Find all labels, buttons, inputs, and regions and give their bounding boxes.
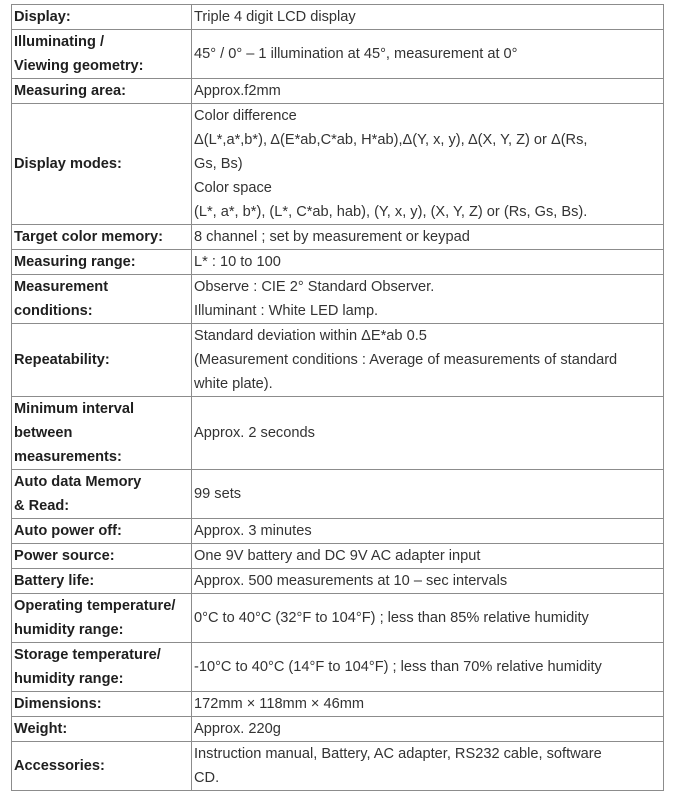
spec-value-line: Approx. 500 measurements at 10 – sec intervals [194,573,508,589]
spec-value-line: 0°C to 40°C (32°F to 104°F) ; less than 85% relative humidity [194,610,589,626]
spec-value-line: Approx. 220g [194,721,281,737]
spec-label-line: Dimensions: [14,696,102,712]
specifications-table-body [12,5,664,791]
spec-row [12,5,664,30]
spec-value [192,104,664,225]
spec-value-line: Triple 4 digit LCD display [194,9,356,25]
spec-row [12,643,664,692]
spec-label-line: Storage temperature/ [14,647,161,663]
spec-value-line: CD. [194,770,220,786]
spec-value-line: Illuminant : White LED lamp. [194,303,379,319]
spec-value [192,225,664,250]
spec-row [12,692,664,717]
spec-label-line: Auto data Memory [14,474,142,490]
spec-label [12,569,192,594]
spec-label [12,250,192,275]
spec-label-line: Weight: [14,721,68,737]
spec-value-line: 8 channel ; set by measurement or keypad [194,229,470,245]
spec-label [12,397,192,470]
spec-value-line: white plate). [194,376,273,392]
spec-label-line: Repeatability: [14,352,110,368]
spec-value [192,742,664,791]
spec-value-line: -10°C to 40°C (14°F to 104°F) ; less than 70% relative humidity [194,659,602,675]
spec-label-line: between [14,425,73,441]
spec-row [12,717,664,742]
spec-value-line: Approx. 3 minutes [194,523,312,539]
spec-row [12,594,664,643]
spec-label-line: humidity range: [14,671,124,687]
spec-value [192,397,664,470]
spec-value [192,275,664,324]
spec-row [12,79,664,104]
spec-value [192,519,664,544]
spec-label-line: humidity range: [14,622,124,638]
spec-sheet [11,4,664,791]
spec-row [12,470,664,519]
spec-label [12,742,192,791]
spec-value [192,5,664,30]
spec-row [12,324,664,397]
spec-value-line: Observe : CIE 2° Standard Observer. [194,279,435,295]
spec-row [12,544,664,569]
spec-value-line: Gs, Bs) [194,156,243,172]
spec-value-line: Approx.f2mm [194,83,281,99]
spec-label [12,643,192,692]
spec-value-line: 45° / 0° – 1 illumination at 45°, measurement at 0° [194,46,518,62]
spec-label [12,692,192,717]
spec-label-line: & Read: [14,498,70,514]
spec-label-line: Illuminating / [14,34,104,50]
spec-row [12,250,664,275]
spec-label [12,324,192,397]
spec-value-line: Standard deviation within ΔE*ab 0.5 [194,328,427,344]
spec-value-line: Color space [194,180,272,196]
spec-value [192,470,664,519]
spec-row [12,30,664,79]
spec-label-line: measurements: [14,449,122,465]
spec-label [12,104,192,225]
spec-label-line: Target color memory: [14,229,163,245]
spec-value-line: Color difference [194,108,297,124]
spec-label-line: Auto power off: [14,523,122,539]
spec-label-line: Measuring range: [14,254,136,270]
spec-label [12,594,192,643]
spec-label-line: Minimum interval [14,401,135,417]
spec-value [192,569,664,594]
spec-value-line: (Measurement conditions : Average of measurements of standard [194,352,618,368]
spec-value [192,250,664,275]
spec-label [12,717,192,742]
spec-label-line: Measuring area: [14,83,126,99]
spec-value-line: 172mm × 118mm × 46mm [194,696,365,712]
spec-value [192,717,664,742]
spec-value-line: Δ(L*,a*,b*), Δ(E*ab,C*ab, H*ab),Δ(Y, x, y), Δ(X, Y, Z) or Δ(Rs, [194,132,588,148]
spec-value [192,692,664,717]
spec-label-line: conditions: [14,303,93,319]
specifications-table [11,4,664,791]
spec-row [12,519,664,544]
spec-row [12,742,664,791]
spec-label [12,275,192,324]
spec-label [12,225,192,250]
spec-label-line: Operating temperature/ [14,598,176,614]
spec-value-line: Instruction manual, Battery, AC adapter, RS232 cable, software [194,746,602,762]
spec-label [12,5,192,30]
spec-label-line: Accessories: [14,758,105,774]
spec-row [12,397,664,470]
spec-label-line: Display: [14,9,71,25]
spec-value-line: Approx. 2 seconds [194,425,315,441]
spec-value [192,544,664,569]
spec-row [12,104,664,225]
spec-value-line: (L*, a*, b*), (L*, C*ab, hab), (Y, x, y), (X, Y, Z) or (Rs, Gs, Bs). [194,204,588,220]
spec-label [12,544,192,569]
spec-label [12,470,192,519]
spec-value-line: One 9V battery and DC 9V AC adapter input [194,548,481,564]
spec-value [192,79,664,104]
spec-label-line: Battery life: [14,573,95,589]
spec-label [12,519,192,544]
spec-label-line: Power source: [14,548,115,564]
spec-value-line: 99 sets [194,486,242,502]
spec-label [12,79,192,104]
spec-value [192,324,664,397]
spec-value [192,643,664,692]
spec-label-line: Measurement [14,279,109,295]
spec-row [12,275,664,324]
spec-label [12,30,192,79]
spec-label-line: Viewing geometry: [14,58,144,74]
spec-row [12,569,664,594]
spec-value [192,30,664,79]
spec-value-line: L* : 10 to 100 [194,254,281,270]
spec-value [192,594,664,643]
spec-label-line: Display modes: [14,156,122,172]
spec-row [12,225,664,250]
